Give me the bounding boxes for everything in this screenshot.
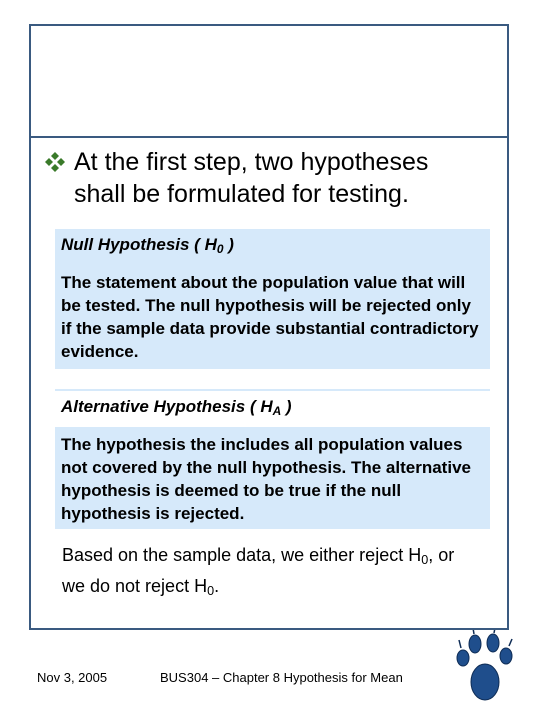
conclusion-sub1: 0 xyxy=(421,553,429,567)
conclusion-sub2: 0 xyxy=(207,584,215,598)
null-heading-text: Null Hypothesis ( H xyxy=(61,235,217,254)
paw-print-icon xyxy=(455,630,515,705)
title-divider xyxy=(29,136,509,138)
footer-title: BUS304 – Chapter 8 Hypothesis for Mean xyxy=(160,670,403,685)
conclusion-part2: , or we do not reject H xyxy=(62,545,455,596)
footer-date: Nov 3, 2005 xyxy=(37,670,108,685)
alt-heading-text: Alternative Hypothesis ( H xyxy=(61,397,273,416)
bullet-text: At the first step, two hypotheses shall be formulated for testing. xyxy=(74,148,429,208)
conclusion-part3: . xyxy=(214,576,220,596)
bullet-point xyxy=(44,146,484,210)
diamond-clover-icon xyxy=(44,151,66,173)
conclusion-part1: Based on the sample data, we either reject H xyxy=(62,545,422,565)
null-hypothesis-body: The statement about the population value that will be tested. The null hypothesis will be rejected only if the sample data provide substantial contradictory evidence. xyxy=(61,273,479,361)
null-hypothesis-box xyxy=(55,229,490,369)
alt-heading-suffix: ) xyxy=(281,397,292,416)
null-heading-suffix: ) xyxy=(223,235,234,254)
alternative-hypothesis-box xyxy=(55,389,490,529)
alternative-hypothesis-body: The hypothesis the includes all population values not covered by the null hypothesis. The alternative hypothesis is deemed to be true if the null hypothesis is rejected. xyxy=(61,435,471,523)
null-heading-subscript: 0 xyxy=(216,242,224,256)
conclusion-text xyxy=(62,542,482,604)
null-hypothesis-heading xyxy=(55,229,490,265)
alternative-hypothesis-heading xyxy=(55,389,490,427)
alt-heading-subscript: A xyxy=(272,404,282,418)
